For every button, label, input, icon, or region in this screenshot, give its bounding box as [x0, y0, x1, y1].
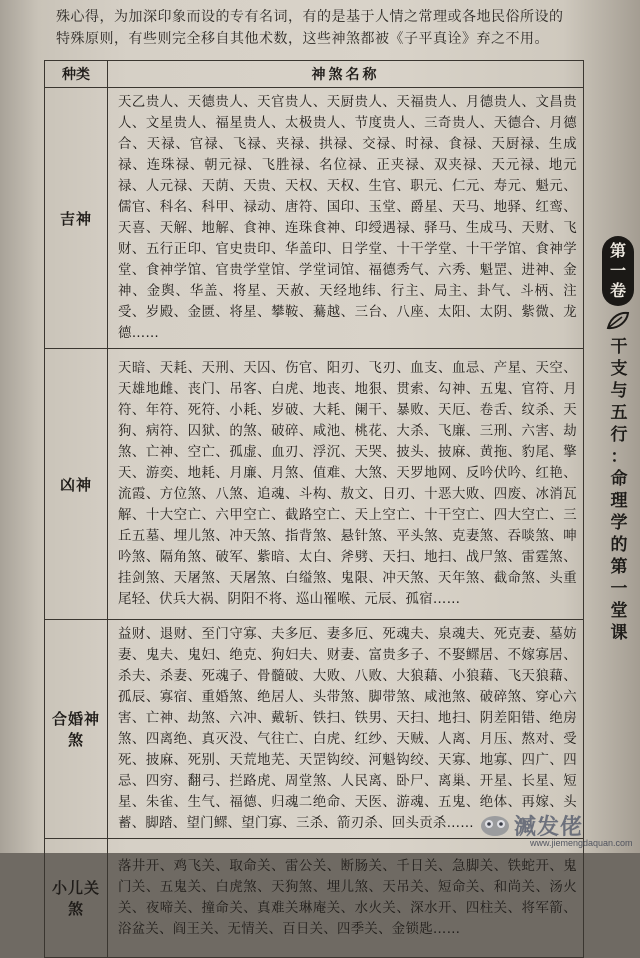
watermark-brand: 㵴发佬 — [514, 814, 584, 840]
chapter-sidebar — [602, 236, 636, 644]
names-cell: 益财、退财、至门守寡、夫多厄、妻多厄、死魂夫、泉魂夫、死克妻、墓妨妻、鬼夫、鬼妇、绝克、狗妇夫、财妻、富贵多子、不娶鳏居、不嫁寡居、杀夫、杀妻、死魂子、骨髓破、大败、八败、大狼藉、小狼藉、飞天狼藉、孤辰、寡宿、重婚煞、绝居人、头带煞、脚带煞、咸池煞、破碎煞、穿心六害、亡神、劫煞、六冲、戴斩、铁扫、铁男、天扫、地扫、阴差阳错、绝房煞、四离绝、真灭没、气往亡、白虎、红纱、天贼、人离、月压、熬对、受死、披麻、死别、天荒地芜、天罡钩绞、河魁钩绞、天寡、地寡、四广、四忌、四穷、翻弓、拦路虎、周堂煞、人民离、卧尸、离巢、开星、长星、短星、朱雀、生气、福德、归魂二绝命、天医、游魂、五鬼、绝体、再嫁、头蓄、脚踏、望门鳏、望门寡、三杀、箭刃杀、回头贡杀…… — [108, 620, 584, 839]
title-char: 命 — [610, 469, 628, 489]
chapter-title-vertical — [602, 336, 636, 644]
title-char: 五 — [610, 403, 628, 423]
names-cell: 天暗、天耗、天刑、天囚、伤官、阳刃、飞刃、血支、血忌、产星、天空、天雄地雌、丧门、吊客、白虎、地丧、地狠、贯索、勾神、五鬼、官符、月符、年符、死符、小耗、岁破、大耗、阑干、暴败、天厄、卷舌、纹杀、天狗、病符、囚狱、的煞、破碎、咸池、桃花、大杀、飞廉、三刑、六害、劫煞、亡神、空亡、孤虚、血刃、浮沉、天哭、披头、披麻、黄拖、豹尾、擎天、游奕、地耗、月廉、月煞、值难、大煞、天罗地网、反吟伏吟、红艳、流霞、方位煞、八煞、追魂、斗构、敖文、日刃、十恶大败、四废、冰消瓦解、十大空亡、六甲空亡、截路空亡、天上空亡、十干空亡、四大空亡、三丘五墓、埋儿煞、冲天煞、指背煞、悬针煞、平头煞、克妻煞、吞啖煞、呻吟煞、隔角煞、破军、紫暗、太白、斧劈、天扫、地扫、战尸煞、雷霆煞、挂剑煞、天屠煞、天屠煞、白缢煞、鬼限、冲天煞、天年煞、截命煞、头重尾轻、伏兵大祸、阴阳不将、巡山罹喉、元辰、孤宿…… — [108, 349, 584, 620]
badge-char: 第 — [609, 241, 626, 260]
title-char: 的 — [610, 535, 628, 555]
table-header-row — [45, 61, 584, 88]
names-cell: 天乙贵人、天德贵人、天官贵人、天厨贵人、天福贵人、月德贵人、文昌贵人、文星贵人、福星贵人、太极贵人、节度贵人、三奇贵人、天德合、月德合、天禄、官禄、飞禄、夹禄、拱禄、交禄、时禄、食禄、天厨禄、生成禄、连珠禄、朝元禄、飞胜禄、名位禄、正夹禄、双夹禄、天元禄、地元禄、人元禄、天荫、天贵、天权、天权、生官、职元、仁元、寿元、魁元、儒官、科名、科甲、禄动、唐符、国印、玉堂、爵星、天马、地驿、红鸾、天喜、天解、地解、食神、连珠食神、印绶遇禄、驿马、生成马、天财、飞财、五行正印、官史贵印、华盖印、日学堂、十干学堂、十干学馆、食神学堂、食神学馆、官贵学堂馆、学堂词馆、福德秀气、六秀、魁罡、进神、金神、金舆、华盖、将星、天赦、天经地纬、行主、局主、卦气、斗柄、注受、岁殿、金匮、将星、攀鞍、驀越、三台、八座、太阳、太阴、紫微、龙德…… — [108, 88, 584, 349]
leaf-icon — [602, 308, 634, 334]
table-row — [45, 349, 584, 620]
table-row — [45, 839, 584, 958]
table-row — [45, 88, 584, 349]
owl-logo-icon — [478, 812, 512, 838]
table-row — [45, 620, 584, 839]
title-char: ： — [610, 447, 628, 467]
title-char: 第 — [610, 557, 628, 577]
volume-badge — [602, 236, 634, 306]
intro-paragraph — [56, 6, 576, 50]
header-category: 种类 — [45, 61, 108, 88]
names-cell: 落井开、鸡飞关、取命关、雷公关、断肠关、千日关、急脚关、铁蛇开、鬼门关、五鬼关、白虎煞、天狗煞、埋儿煞、天吊关、短命关、和尚关、汤火关、夜啼关、撞命关、真难关琳庵关、水火关、深水开、四柱关、将军箭、浴盆关、阎王关、无情关、百日关、四季关、金锁匙…… — [108, 839, 584, 958]
category-cell: 小儿关煞 — [45, 839, 108, 958]
site-watermark — [470, 808, 640, 853]
title-char: 与 — [610, 381, 628, 401]
category-cell: 合婚神煞 — [45, 620, 108, 839]
badge-char: 卷 — [609, 281, 626, 300]
watermark-url: www.jiemengdaquan.com — [530, 838, 633, 848]
badge-char: 一 — [609, 261, 626, 280]
title-char: 学 — [610, 513, 628, 533]
category-cell: 凶神 — [45, 349, 108, 620]
title-char: 堂 — [610, 601, 628, 621]
title-char: 行 — [610, 425, 628, 445]
header-name: 神煞名称 — [108, 61, 584, 88]
title-char: 理 — [610, 491, 628, 511]
title-char: 课 — [610, 623, 628, 643]
intro-line: 特殊原则，有些则完全移自其他术数，这些神煞都被《子平真诠》弃之不用。 — [56, 31, 549, 47]
title-char: 一 — [610, 579, 628, 599]
intro-line: 殊心得，为加深印象而设的专有名词，有的是基于人情之常理或各地民俗所设的 — [56, 9, 564, 25]
title-char: 干 — [610, 337, 628, 357]
category-cell: 吉神 — [45, 88, 108, 349]
title-char: 支 — [610, 359, 628, 379]
